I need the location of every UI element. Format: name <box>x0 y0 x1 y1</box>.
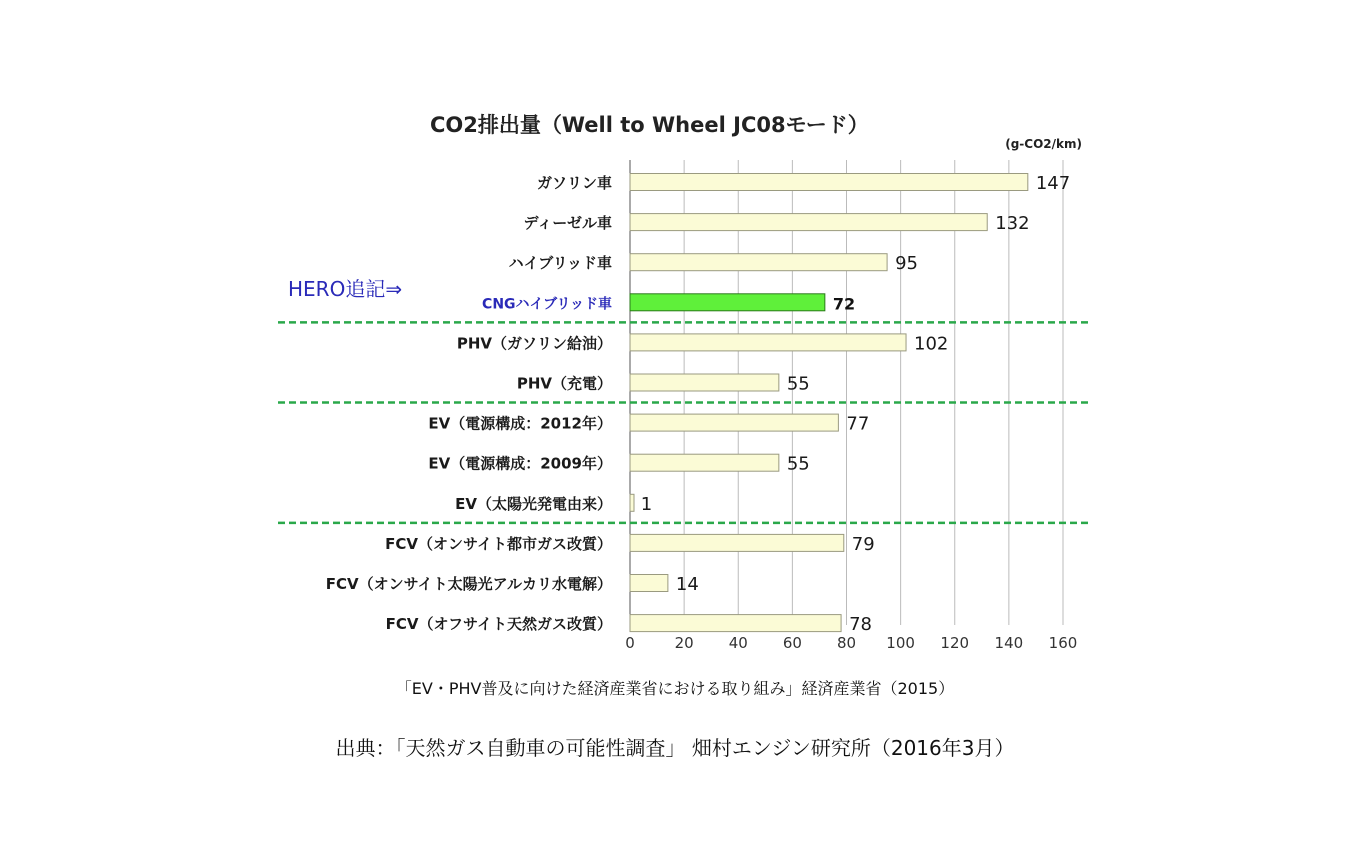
bar <box>630 454 779 471</box>
data-label: 1 <box>640 493 653 515</box>
bar <box>630 334 906 351</box>
data-label: 79 <box>851 533 875 555</box>
chart-title: CO2排出量（Well to Wheel JC08モード） <box>430 113 869 137</box>
data-label: 102 <box>914 333 949 355</box>
x-tick-label: 60 <box>782 634 802 652</box>
category-label: ハイブリッド車 <box>508 254 612 273</box>
category-label: ディーゼル車 <box>523 214 612 233</box>
bar <box>630 615 841 632</box>
data-label: 95 <box>895 253 918 275</box>
source-citation-hatamura: 出典：「天然ガス自動車の可能性調査」 畑村エンジン研究所（2016年3月） <box>335 736 1015 760</box>
category-label: PHV（充電） <box>516 374 612 393</box>
bar <box>630 494 634 511</box>
hero-annotation: HERO追記⇒ <box>288 277 403 301</box>
bar <box>630 254 887 271</box>
source-citation-meti: 「EV・PHV普及に向けた経済産業省における取り組み」経済産業省（2015） <box>395 679 955 698</box>
category-label: EV（太陽光発電由来） <box>455 494 612 513</box>
data-label: 147 <box>1035 173 1071 194</box>
category-label: EV（電源構成：2009年） <box>428 454 612 473</box>
x-tick-label: 100 <box>886 634 915 652</box>
category-label: FCV（オフサイト天然ガス改質） <box>385 615 612 634</box>
x-tick-label: 20 <box>674 634 694 652</box>
data-label: 77 <box>846 413 870 435</box>
bar <box>630 414 838 431</box>
category-label: FCV（オンサイト太陽光アルカリ水電解） <box>325 575 612 593</box>
x-tick-label: 0 <box>625 634 635 652</box>
data-label: 78 <box>849 614 872 636</box>
bar <box>630 534 844 551</box>
x-tick-label: 40 <box>728 634 748 652</box>
category-label: ガソリン車 <box>536 174 612 192</box>
bar <box>630 214 987 231</box>
category-label: CNGハイブリッド車 <box>482 296 612 313</box>
data-label: 55 <box>786 453 810 475</box>
bars <box>630 173 1070 635</box>
data-label: 55 <box>786 373 810 395</box>
data-label: 132 <box>995 213 1030 235</box>
data-label: 72 <box>832 294 856 314</box>
unit-label: (g-CO2/km) <box>1005 137 1082 151</box>
bar <box>630 575 668 592</box>
x-axis-ticks <box>625 634 1077 652</box>
x-tick-label: 120 <box>940 634 970 652</box>
bar <box>630 294 825 311</box>
bar <box>630 374 779 391</box>
category-label: PHV（ガソリン給油） <box>456 334 612 353</box>
x-tick-label: 140 <box>994 634 1024 652</box>
category-label: EV（電源構成：2012年） <box>428 414 612 433</box>
x-tick-label: 160 <box>1048 634 1078 652</box>
x-tick-label: 80 <box>836 634 857 652</box>
data-label: 14 <box>675 574 699 595</box>
bar <box>630 174 1028 191</box>
category-label: FCV（オンサイト都市ガス改質） <box>385 534 612 553</box>
